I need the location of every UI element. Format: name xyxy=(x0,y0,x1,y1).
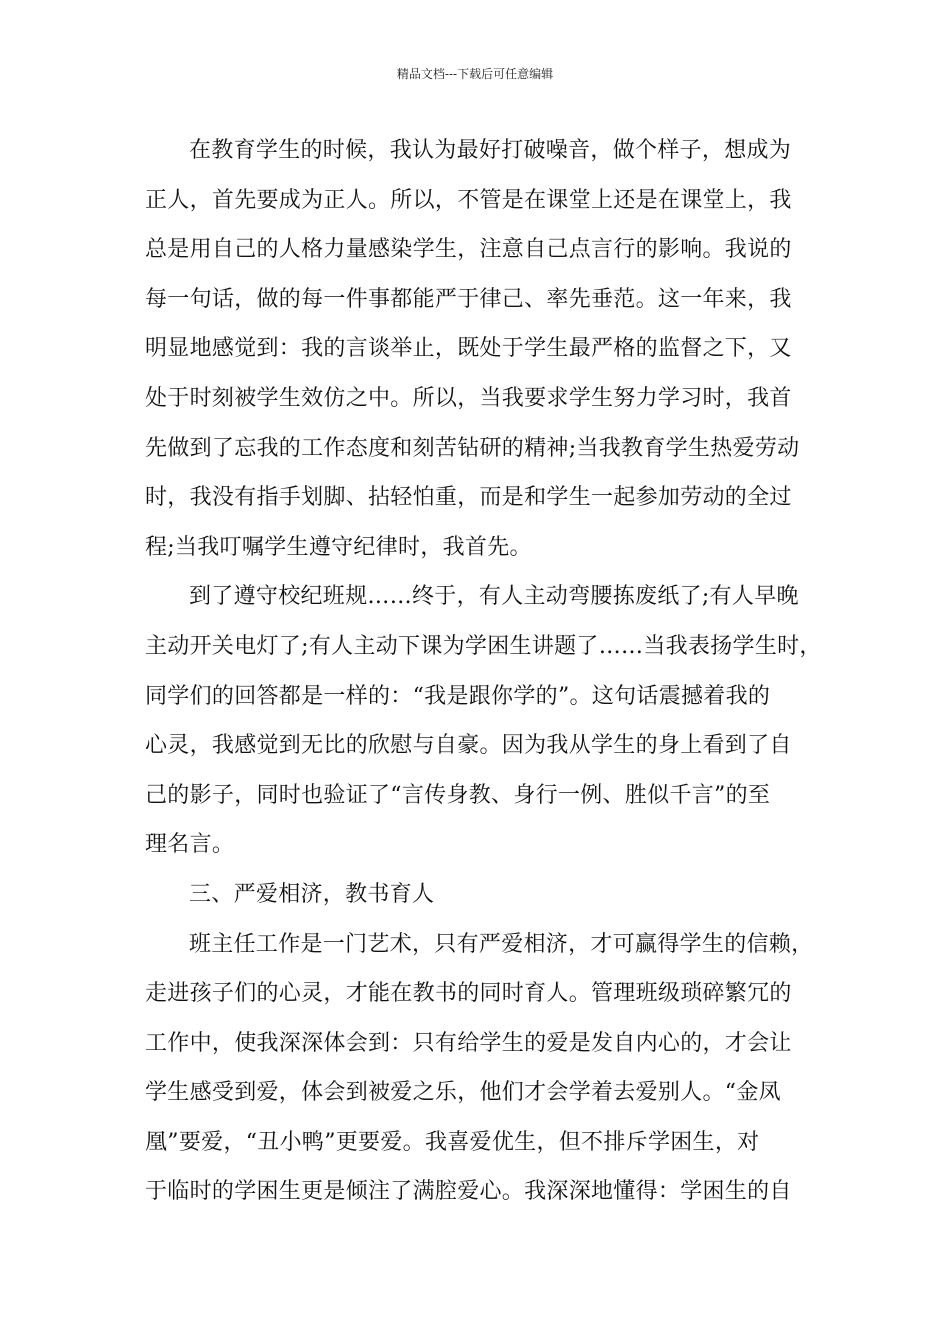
section-heading-text: 三、严爱相济，教书育人 xyxy=(189,881,435,907)
text-line: 在教育学生的时候，我认为最好打破噪音，做个样子，想成为 xyxy=(189,138,792,163)
text-line: 心灵，我感觉到无比的欣慰与自豪。因为我从学生的身上看到了自 xyxy=(145,733,792,759)
text-line: 己的影子，同时也验证了“言传身教、身行一例、胜似千言”的至 xyxy=(145,782,771,808)
paragraph-strict-love xyxy=(145,920,814,1218)
text-line: 凰”要爱，“丑小鸭”更要爱。我喜爱优生，但不排斥学困生，对 xyxy=(145,1129,760,1155)
text-line: 于临时的学困生更是倾注了满腔爱心。我深深地懂得：学困生的自 xyxy=(145,1179,792,1205)
section-heading xyxy=(145,870,810,920)
text-line: 工作中，使我深深体会到：只有给学生的爱是发自内心的，才会让 xyxy=(145,1030,792,1056)
text-line: 总是用自己的人格力量感染学生，注意自己点言行的影响。我说的 xyxy=(145,237,792,263)
text-line: 时，我没有指手划脚、拈轻怕重，而是和学生一起参加劳动的全过 xyxy=(145,485,792,511)
paragraph-example-behavior xyxy=(145,126,810,572)
document-body xyxy=(145,126,822,1217)
page-header: 精品文档---下载后可任意编辑 xyxy=(396,67,554,81)
text-line: 主动开关电灯了;有人主动下课为学困生讲题了……当我表扬学生时， xyxy=(145,633,822,659)
text-line: 理名言。 xyxy=(145,832,235,858)
text-line: 同学们的回答都是一样的：“我是跟你学的”。这句话震撼着我的 xyxy=(145,683,771,709)
text-line: 到了遵守校纪班规……终于，有人主动弯腰拣废纸了;有人早晚 xyxy=(189,584,799,610)
text-line: 走进孩子们的心灵，才能在教书的同时育人。管理班级琐碎繁冗的 xyxy=(145,981,792,1007)
text-line: 处于时刻被学生效仿之中。所以，当我要求学生努力学习时，我首 xyxy=(145,385,792,411)
text-line: 班主任工作是一门艺术，只有严爱相济，才可赢得学生的信赖， xyxy=(189,931,814,957)
text-line: 每一句话，做的每一件事都能严于律己、率先垂范。这一年来，我 xyxy=(145,286,792,312)
text-line: 正人，首先要成为正人。所以，不管是在课堂上还是在课堂上，我 xyxy=(145,187,792,213)
text-line: 先做到了忘我的工作态度和刻苦钻研的精神;当我教育学生热爱劳动 xyxy=(145,435,800,461)
text-line: 程;当我叮嘱学生遵守纪律时，我首先。 xyxy=(145,534,532,560)
paragraph-discipline-results xyxy=(145,572,822,870)
text-line: 学生感受到爱，体会到被爱之乐，他们才会学着去爱别人。“金凤 xyxy=(145,1080,781,1106)
text-line: 明显地感觉到：我的言谈举止，既处于学生最严格的监督之下，又 xyxy=(145,336,792,362)
